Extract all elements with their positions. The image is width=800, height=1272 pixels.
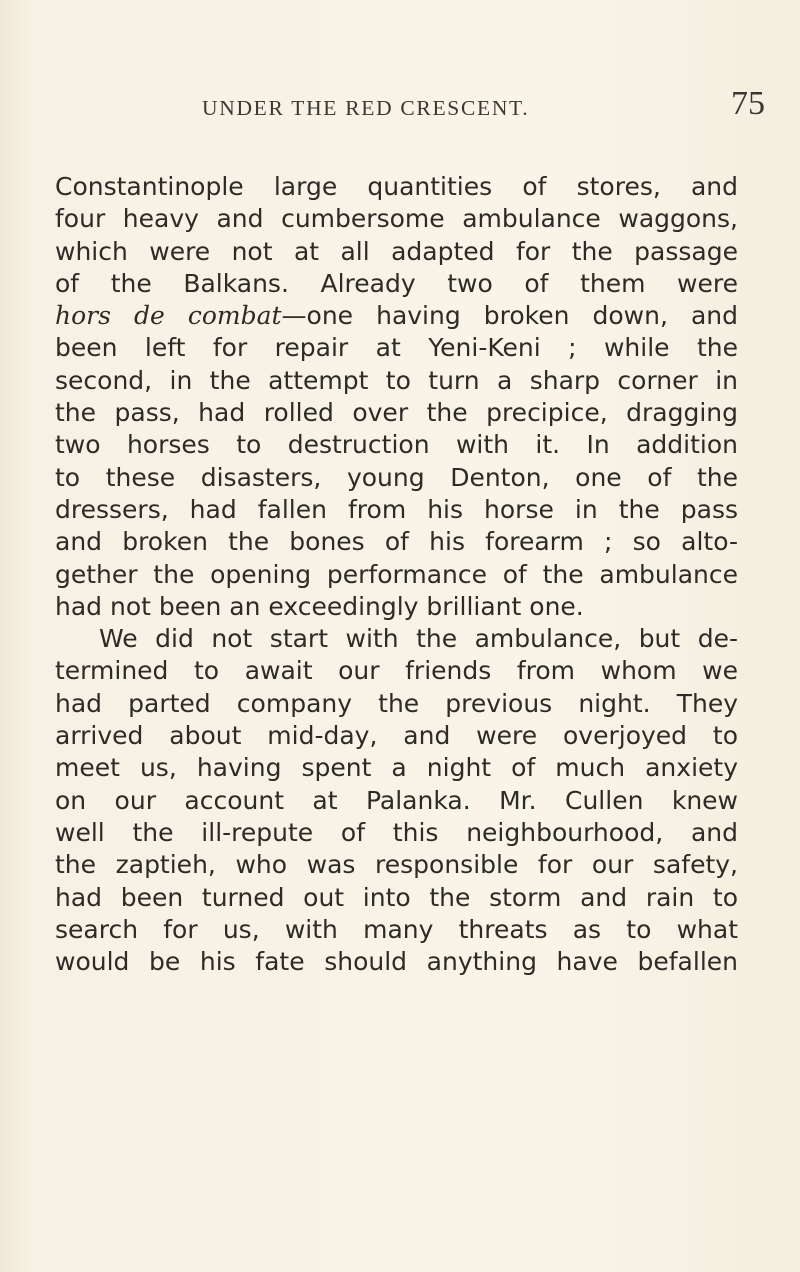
running-head-title: UNDER THE RED CRESCENT.	[202, 96, 530, 120]
text-line: two horses to destruction with it. In addition	[55, 430, 738, 460]
text-line: termined to await our friends from whom we	[55, 656, 738, 686]
text-line: arrived about mid-day, and were overjoyed to	[55, 721, 738, 751]
paragraph-first-line: We did not start with the ambulance, but de-	[99, 624, 738, 654]
italic-phrase: hors de combat	[55, 301, 282, 331]
text-line: meet us, having spent a night of much anxiety	[55, 753, 738, 783]
running-head	[90, 77, 765, 137]
text-line: Constantinople large quantities of stores, and	[55, 172, 738, 201]
text-line-continuation: —one having broken down, and	[281, 301, 738, 331]
text-line: gether the opening performance of the ambulance	[55, 559, 738, 589]
text-line: well the ill-repute of this neighbourhood, and	[55, 817, 738, 847]
text-line: of the Balkans. Already two of them were	[55, 268, 738, 298]
text-line: four heavy and cumbersome ambulance waggons,	[55, 204, 738, 234]
page-number: 75	[731, 85, 765, 122]
text-line: the pass, had rolled over the precipice, dragging	[55, 398, 738, 428]
text-line: had not been an exceedingly brilliant one.	[55, 591, 584, 621]
text-line: been left for repair at Yeni-Keni ; while the	[55, 333, 738, 363]
text-line: second, in the attempt to turn a sharp corner in	[55, 365, 738, 395]
text-line: would be his fate should anything have befallen	[55, 947, 738, 977]
text-line: had been turned out into the storm and rain to	[55, 882, 738, 912]
body-text	[55, 171, 738, 978]
text-line: dressers, had fallen from his horse in the pass	[55, 494, 738, 524]
text-line: had parted company the previous night. They	[55, 688, 738, 718]
text-line: on our account at Palanka. Mr. Cullen knew	[55, 785, 738, 815]
text-line	[55, 300, 738, 332]
text-line: search for us, with many threats as to what	[55, 914, 738, 944]
text-line: which were not at all adapted for the passage	[55, 236, 738, 266]
text-line: the zaptieh, who was responsible for our safety,	[55, 850, 738, 880]
text-line: and broken the bones of his forearm ; so alto-	[55, 527, 738, 557]
text-line: to these disasters, young Denton, one of the	[55, 462, 738, 492]
